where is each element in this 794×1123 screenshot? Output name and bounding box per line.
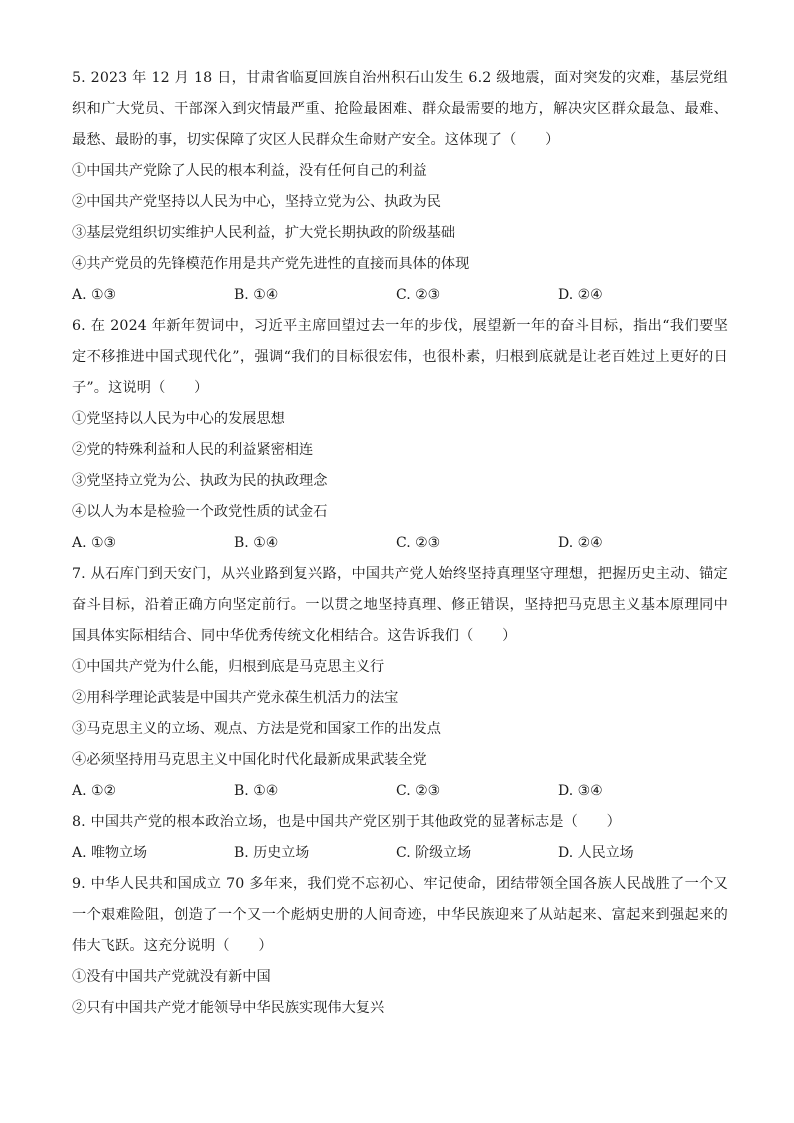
answer-choices [72, 280, 728, 311]
answer-choices [72, 528, 728, 559]
statement-option: ②用科学理论武装是中国共产党永葆生机活力的法宝 [72, 690, 399, 706]
choice-a: A. ①③ [72, 535, 117, 551]
answer-choices [72, 776, 728, 807]
statement-option: ③马克思主义的立场、观点、方法是党和国家工作的出发点 [72, 721, 441, 737]
question-stem: 7. 从石库门到天安门，从兴业路到复兴路，中国共产党人始终坚持真理坚守理想，把握历史主动、锚定奋斗目标，沿着正确方向坚定前行。一以贯之地坚持真理、修正错误，坚持把马克思主义基本原理同中国具体实际相结合、同中华优秀传统文化相结合。这告诉我们（ ） [72, 566, 728, 644]
question-stem: 5. 2023 年 12 月 18 日，甘肃省临夏回族自治州积石山发生 6.2 级地震，面对突发的灾难，基层党组织和广大党员、干部深入到灾情最严重、抢险最困难、群众最需要的地方，解决灾区群众最急、最难、最愁、最盼的事，切实保障了灾区人民群众生命财产安全。这体现了（ ） [72, 70, 728, 148]
choice-b: B. ①④ [234, 535, 279, 551]
choice-c: C. ②③ [396, 287, 441, 303]
statement-option: ①党坚持以人民为中心的发展思想 [72, 411, 285, 427]
question-6 [72, 311, 728, 559]
choice-d: D. 人民立场 [558, 845, 634, 861]
statement-option: ②只有中国共产党才能领导中华民族实现伟大复兴 [72, 1000, 385, 1016]
statement-option: ④必须坚持用马克思主义中国化时代化最新成果武装全党 [72, 752, 427, 768]
statement-option: ③基层党组织切实维护人民利益，扩大党长期执政的阶级基础 [72, 225, 456, 241]
statement-option: ②党的特殊利益和人民的利益紧密相连 [72, 442, 314, 458]
choice-b: B. ①④ [234, 783, 279, 799]
choice-b: B. 历史立场 [234, 845, 310, 861]
choice-d: D. ②④ [558, 535, 603, 551]
choice-a: A. ①③ [72, 287, 117, 303]
statement-option: ③党坚持立党为公、执政为民的执政理念 [72, 473, 328, 489]
question-stem: 9. 中华人民共和国成立 70 多年来，我们党不忘初心、牢记使命，团结带领全国各族人民战胜了一个又一个艰难险阻，创造了一个又一个彪炳史册的人间奇迹，中华民族迎来了从站起来、富起来到强起来的伟大飞跃。这充分说明（ ） [72, 876, 728, 954]
answer-choices [72, 838, 728, 869]
question-5 [72, 63, 728, 311]
question-stem: 6. 在 2024 年新年贺词中，习近平主席回望过去一年的步伐，展望新一年的奋斗目标，指出“我们要坚定不移推进中国式现代化”，强调“我们的目标很宏伟，也很朴素，归根到底就是让老百姓过上更好的日子”。这说明（ ） [72, 318, 728, 396]
statement-option: ①没有中国共产党就没有新中国 [72, 969, 271, 985]
statement-option: ②中国共产党坚持以人民为中心，坚持立党为公、执政为民 [72, 194, 441, 210]
statement-option: ①中国共产党为什么能，归根到底是马克思主义行 [72, 659, 385, 675]
choice-b: B. ①④ [234, 287, 279, 303]
statement-option: ④共产党员的先锋模范作用是共产党先进性的直接而具体的体现 [72, 256, 470, 272]
statement-option: ①中国共产党除了人民的根本利益，没有任何自己的利益 [72, 163, 427, 179]
choice-a: A. ①② [72, 783, 117, 799]
question-7 [72, 559, 728, 807]
statement-option: ④以人为本是检验一个政党性质的试金石 [72, 504, 328, 520]
question-stem: 8. 中国共产党的根本政治立场，也是中国共产党区别于其他政党的显著标志是（ ） [72, 814, 621, 830]
choice-c: C. 阶级立场 [396, 845, 472, 861]
choice-c: C. ②③ [396, 535, 441, 551]
choice-d: D. ③④ [558, 783, 603, 799]
choice-a: A. 唯物立场 [72, 845, 148, 861]
question-9 [72, 869, 728, 1024]
question-8 [72, 807, 728, 869]
choice-c: C. ②③ [396, 783, 441, 799]
choice-d: D. ②④ [558, 287, 603, 303]
question-list [72, 63, 728, 1024]
